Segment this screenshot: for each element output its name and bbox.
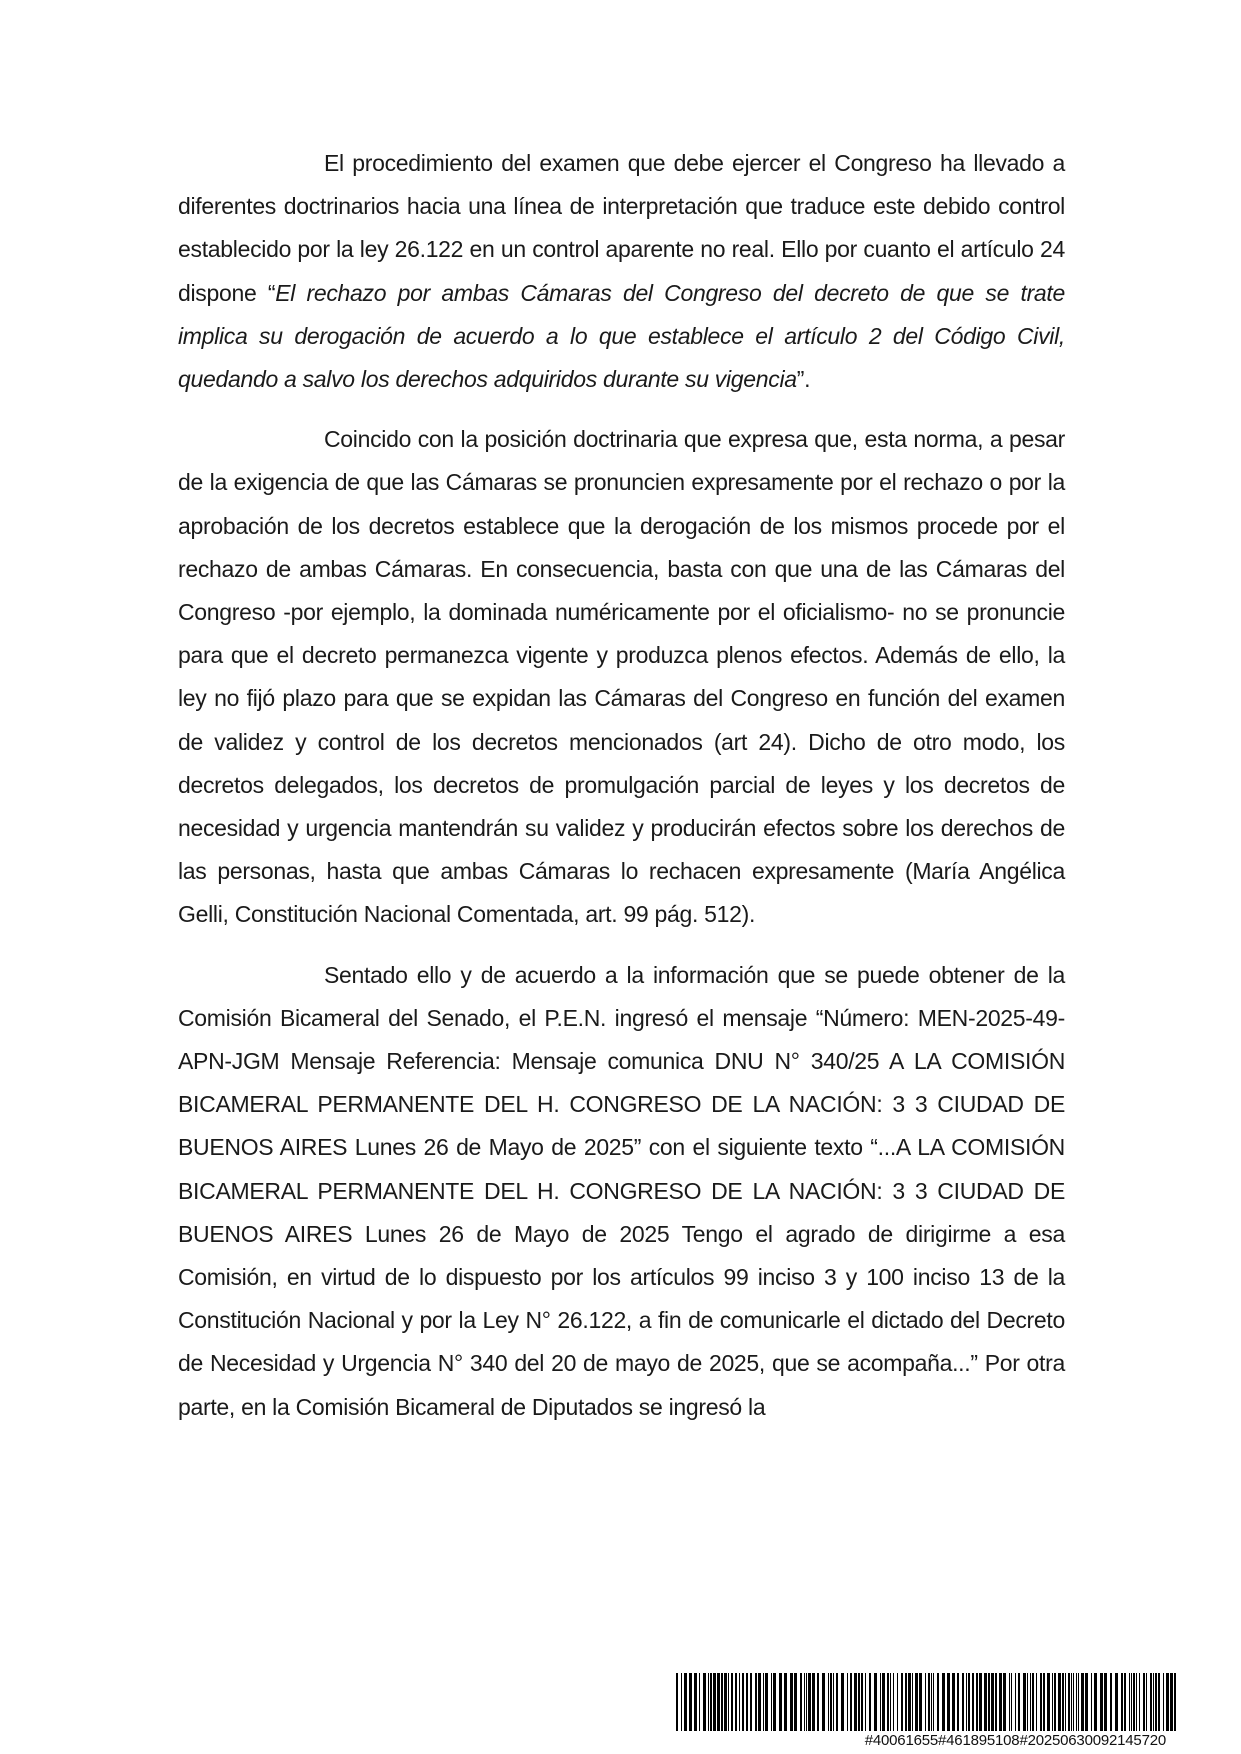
barcode-bar [1052,1673,1053,1731]
barcode-bar [890,1673,891,1731]
barcode-bar [1124,1673,1126,1731]
barcode-bar [1110,1673,1112,1731]
paragraph-text: ”. [796,366,811,393]
barcode-bar [721,1673,723,1731]
barcode-bar [1047,1673,1050,1731]
barcode-bar [731,1673,733,1731]
barcode-bar [812,1673,815,1731]
barcode-bar [908,1673,911,1731]
barcode-bar [979,1673,982,1731]
barcode-bar [957,1673,959,1731]
barcode-bar [901,1673,903,1731]
barcode-bar [999,1673,1002,1731]
barcode-bar [968,1673,970,1731]
barcode-bar [713,1673,716,1731]
barcode-bar [735,1673,737,1731]
barcode-bar [699,1673,700,1731]
barcode-text: #40061655#461895108#20250630092145720 [864,1732,1166,1749]
barcode-bar [1073,1673,1074,1731]
barcode-bar [1133,1673,1135,1731]
barcode-bar [724,1673,727,1731]
barcode-bar [1150,1673,1152,1731]
barcode-bar [830,1673,832,1731]
barcode-bar [1094,1673,1097,1731]
barcode-bar [1040,1673,1042,1731]
barcode-bar [905,1673,907,1731]
barcode-bar [836,1673,838,1731]
barcode-bar [995,1673,997,1731]
barcode-bar [684,1673,687,1731]
barcode-bar [717,1673,720,1731]
barcode-bar [887,1673,889,1731]
barcode-bar [1136,1673,1137,1731]
barcode-bar [689,1673,692,1731]
barcode-bar [1131,1673,1132,1731]
barcode-bar [988,1673,990,1731]
barcode-bar [1170,1673,1173,1731]
paragraph-comision-bicameral [178,954,1065,1429]
barcode-bar [758,1673,761,1731]
barcode-bar [937,1673,939,1731]
barcode-bar [1129,1673,1130,1731]
barcode-bar [865,1673,866,1731]
barcode-bar [1009,1673,1010,1731]
barcode-bar [1043,1673,1045,1731]
barcode-bar [1078,1673,1079,1731]
barcode-bar [710,1673,712,1731]
barcode-bar [817,1673,819,1731]
barcode-bar [708,1673,709,1731]
barcode-bar [681,1673,682,1731]
barcode-bar [1104,1673,1107,1731]
barcode-bar [847,1673,848,1731]
barcode-bar [912,1673,913,1731]
barcode-bar [676,1673,678,1731]
barcode-bar [952,1673,955,1731]
barcode-bar [1032,1673,1034,1731]
document-body [178,142,1065,1429]
barcode-bar [1076,1673,1077,1731]
barcode-bar [694,1673,697,1731]
barcode-bar [779,1673,782,1731]
barcode-bar [833,1673,834,1731]
barcode-bar [1015,1673,1016,1731]
barcode-bar [1003,1673,1006,1731]
barcode-bars [676,1673,1182,1731]
barcode-bar [1143,1673,1145,1731]
barcode-bar [874,1673,877,1731]
barcode-bar [806,1673,807,1731]
barcode-bar [771,1673,772,1731]
barcode-bar [915,1673,918,1731]
barcode-bar [858,1673,860,1731]
barcode-bar [763,1673,764,1731]
barcode-bar [739,1673,740,1731]
barcode-bar [933,1673,934,1731]
barcode-bar [822,1673,825,1731]
barcode-bar [750,1673,752,1731]
barcode-bar [1146,1673,1147,1731]
barcode-bar [1030,1673,1031,1731]
barcode-bar [1085,1673,1088,1731]
barcode-bar [790,1673,793,1731]
barcode-bar [1027,1673,1028,1731]
barcode-bar [1081,1673,1084,1731]
barcode-bar [1054,1673,1056,1731]
barcode-bar [784,1673,787,1731]
barcode-bar [942,1673,945,1731]
barcode-bar [925,1673,926,1731]
barcode-bar [869,1673,871,1731]
barcode-bar [1018,1673,1020,1731]
paragraph-examen-congreso [178,142,1065,401]
barcode-bar [1174,1673,1176,1731]
paragraph-text: El procedimiento del examen que debe ejercer el Congreso ha llevado a diferentes doctrinarios hacia una línea de interpretación que traduce este debido control establecido por la ley 26.122 en un control aparente no real. Ello por cuanto el artículo 24 dispone “ [178,150,1065,306]
paragraph-text: Sentado ello y de acuerdo a la información que se puede obtener de la Comisión Bicameral del Senado, el P.E.N. ingresó el mensaje “Número: MEN-2025-49-APN-JGM Mensaje Referencia: Mensaje comunica DNU N° 340/25 A LA COMISIÓN BICAMERAL PERMANENTE DEL H. CONGRESO DE LA NACIÓN: 3 3 CIUDAD DE BUENOS AIRES Lunes 26 de Mayo de 2025” con el siguiente texto “...A LA COMISIÓN BICAMERAL PERMANENTE DEL H. CONGRESO DE LA NACIÓN: 3 3 CIUDAD DE BUENOS AIRES Lunes 26 de Mayo de 2025 Tengo el agrado de dirigirme a esa Comisión, en virtud de lo dispuesto por los artículos 99 inciso 3 y 100 inciso 13 de la Constitución Nacional y por la Ley N° 26.122, a fin de comunicarle el dictado del Decreto de Necesidad y Urgencia N° 340 del 20 de mayo de 2025, que se acompaña...” Por otra parte, en la Comisión Bicameral de Diputados se ingresó la [178,961,1065,1420]
barcode-bar [1166,1673,1169,1731]
paragraph-text: Coincido con la posición doctrinaria que expresa que, esta norma, a pesar de la exigencia de que las Cámaras se pronuncien expresamente por el rechazo o por la aprobación de los decretos establece que la derogación de los mismos procede por el rechazo de ambas Cámaras. En consecuencia, basta con que una de las Cámaras del Congreso -por ejemplo, la dominada numéricamente por el oficialismo- no se pronuncie para que el decreto permanezca vigente y produzca plenos efectos. Además de ello, la ley no fijó plazo para que se expidan las Cámaras del Congreso en función del examen de validez y control de los decretos mencionados (art 24). Dicho de otro modo, los decretos delegados, los decretos de promulgación parcial de leyes y los decretos de necesidad y urgencia mantendrán su validez y producirán efectos sobre los derechos de las personas, hasta que ambas Cámaras lo rechacen expresamente (María Angélica Gelli, Constitución Nacional Comentada, art. 99 pág. 512). [178,426,1065,928]
barcode-bar [794,1673,797,1731]
barcode-bar [804,1673,805,1731]
barcode-bar [1058,1673,1061,1731]
barcode-bar [880,1673,881,1731]
barcode-bar [919,1673,922,1731]
barcode-bar [962,1673,964,1731]
barcode-bar [984,1673,987,1731]
barcode-bar [947,1673,950,1731]
barcode-bar [854,1673,857,1731]
barcode-bar [1115,1673,1118,1731]
barcode-bar [728,1673,729,1731]
barcode-bar [991,1673,994,1731]
quote-article-24: El rechazo por ambas Cámaras del Congreso del decreto de que se trate implica su derogación de acuerdo a lo que establece el artículo 2 del Código Civil, quedando a salvo los derechos adquiridos durante su vigencia [178,279,1066,393]
barcode-bar [1100,1673,1103,1731]
barcode-bar [808,1673,811,1731]
barcode-bar [703,1673,706,1731]
barcode-bar [828,1673,829,1731]
barcode-bar [972,1673,974,1731]
barcode-bar [850,1673,852,1731]
barcode-bar [882,1673,885,1731]
barcode-bar [1139,1673,1140,1731]
barcode-bar [928,1673,930,1731]
barcode-bar [893,1673,894,1731]
barcode-bar [773,1673,776,1731]
barcode-bar [1091,1673,1092,1731]
document-barcode [676,1673,1182,1749]
barcode-bar [1158,1673,1160,1731]
barcode-bar [1068,1673,1070,1731]
barcode-bar [1023,1673,1026,1731]
barcode-bar [1163,1673,1164,1731]
barcode-bar [1065,1673,1066,1731]
barcode-bar [1036,1673,1037,1731]
barcode-bar [1011,1673,1012,1731]
barcode-bar [1121,1673,1123,1731]
barcode-bar [746,1673,748,1731]
barcode-bar [742,1673,744,1731]
barcode-bar [966,1673,967,1731]
barcode-bar [841,1673,844,1731]
barcode-bar [861,1673,863,1731]
barcode-bar [765,1673,768,1731]
paragraph-posicion-doctrinaria [178,418,1065,936]
barcode-bar [800,1673,802,1731]
barcode-bar [1153,1673,1154,1731]
barcode-bar [755,1673,757,1731]
barcode-bar [897,1673,898,1731]
barcode-bar [931,1673,932,1731]
barcode-bar [976,1673,978,1731]
barcode-bar [1062,1673,1064,1731]
barcode-bar [1155,1673,1157,1731]
barcode-bar [1071,1673,1072,1731]
